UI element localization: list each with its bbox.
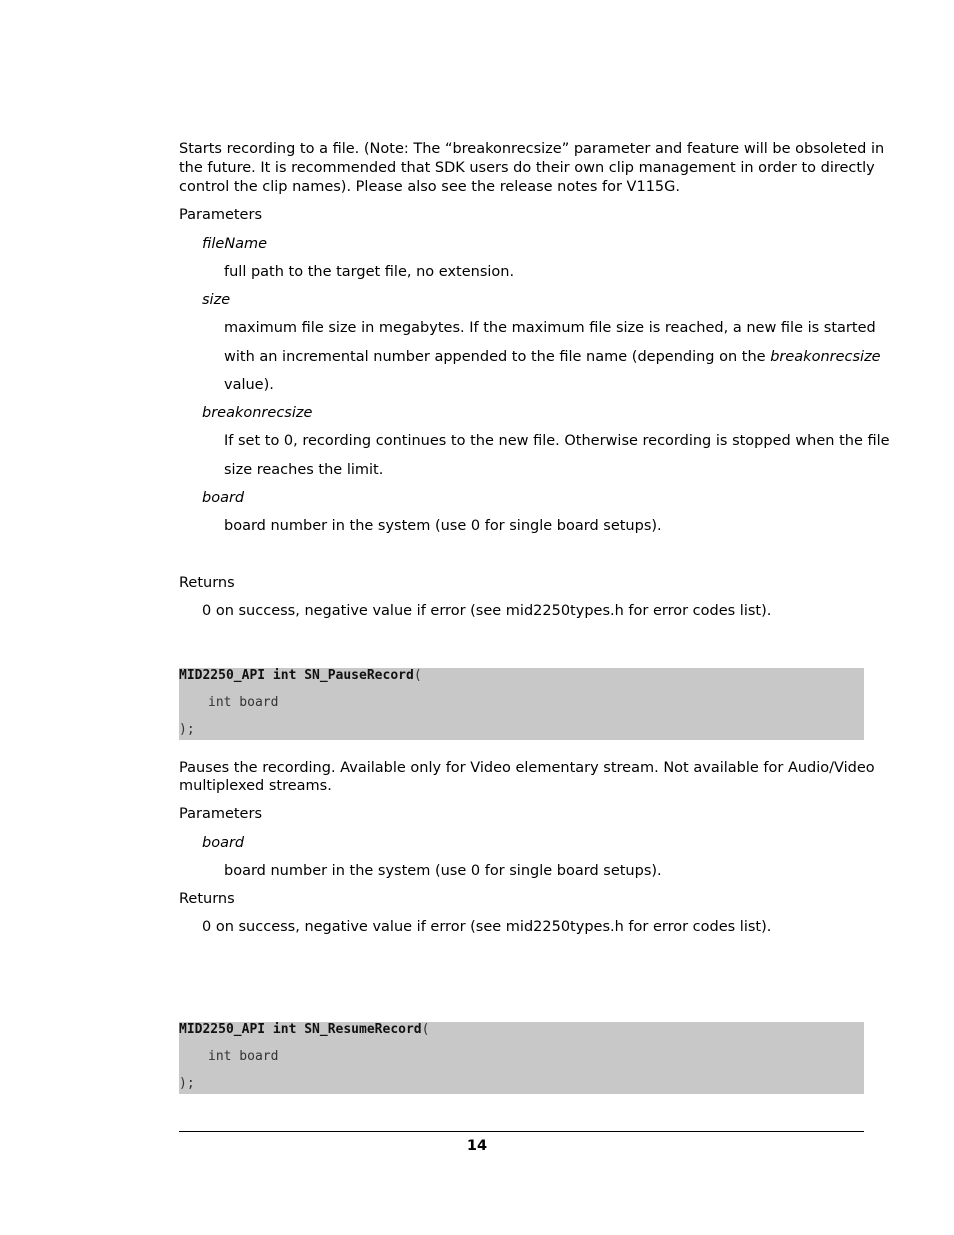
code-block-pause-record xyxy=(179,668,864,740)
pause-returns-heading: Returns xyxy=(179,891,235,907)
signature-resume-record xyxy=(179,1022,429,1038)
signature-open-paren: ( xyxy=(421,1022,430,1037)
footer-rule xyxy=(179,1131,864,1132)
signature-arg-board: int board xyxy=(208,695,279,710)
param-desc-filename: full path to the target file, no extension. xyxy=(224,264,515,280)
intro-line-2: the future. It is recommended that SDK users do their own clip management in order to directly xyxy=(179,160,875,176)
param-desc-size-italic-ref: breakonrecsize xyxy=(770,349,881,365)
param-name-filename: fileName xyxy=(202,236,268,252)
pause-returns-desc: 0 on success, negative value if error (see mid2250types.h for error codes list). xyxy=(202,919,772,935)
param-name-board: board xyxy=(202,490,245,506)
returns-desc: 0 on success, negative value if error (see mid2250types.h for error codes list). xyxy=(202,603,772,619)
parameters-heading: Parameters xyxy=(179,207,262,223)
signature-close: ); xyxy=(179,722,195,737)
param-desc-breakonrecsize-line-1: If set to 0, recording continues to the new file. Otherwise recording is stopped when the file xyxy=(224,433,890,449)
signature-resume-record-name: MID2250_API int SN_ResumeRecord xyxy=(179,1022,422,1037)
pause-parameters-heading: Parameters xyxy=(179,806,262,822)
signature-close: ); xyxy=(179,1076,195,1091)
code-block-resume-record xyxy=(179,1022,864,1094)
intro-line-1: Starts recording to a file. (Note: The “breakonrecsize” parameter and feature will be obsoleted in xyxy=(179,141,885,157)
page-number: 14 xyxy=(466,1138,488,1154)
signature-pause-record xyxy=(179,668,422,684)
signature-arg-board: int board xyxy=(208,1049,279,1064)
param-desc-size-line-2 xyxy=(224,348,914,367)
intro-line-3: control the clip names). Please also see the release notes for V115G. xyxy=(179,179,680,195)
param-desc-size-line-3: value). xyxy=(224,377,274,393)
returns-heading: Returns xyxy=(179,575,235,591)
pause-param-name-board: board xyxy=(202,835,245,851)
signature-open-paren: ( xyxy=(413,668,422,683)
param-desc-size-text: with an incremental number appended to the file name (depending on the xyxy=(224,349,771,365)
signature-pause-record-name: MID2250_API int SN_PauseRecord xyxy=(179,668,414,683)
param-name-size: size xyxy=(202,292,231,308)
param-desc-breakonrecsize-line-2: size reaches the limit. xyxy=(224,462,384,478)
pause-desc-line-2: multiplexed streams. xyxy=(179,778,332,794)
pause-desc-line-1: Pauses the recording. Available only for Video elementary stream. Not available for Audio/Video xyxy=(179,760,875,776)
param-desc-board: board number in the system (use 0 for single board setups). xyxy=(224,518,662,534)
param-name-breakonrecsize: breakonrecsize xyxy=(202,405,313,421)
param-desc-size-line-1: maximum file size in megabytes. If the maximum file size is reached, a new file is started xyxy=(224,320,876,336)
pause-param-desc-board: board number in the system (use 0 for single board setups). xyxy=(224,863,662,879)
